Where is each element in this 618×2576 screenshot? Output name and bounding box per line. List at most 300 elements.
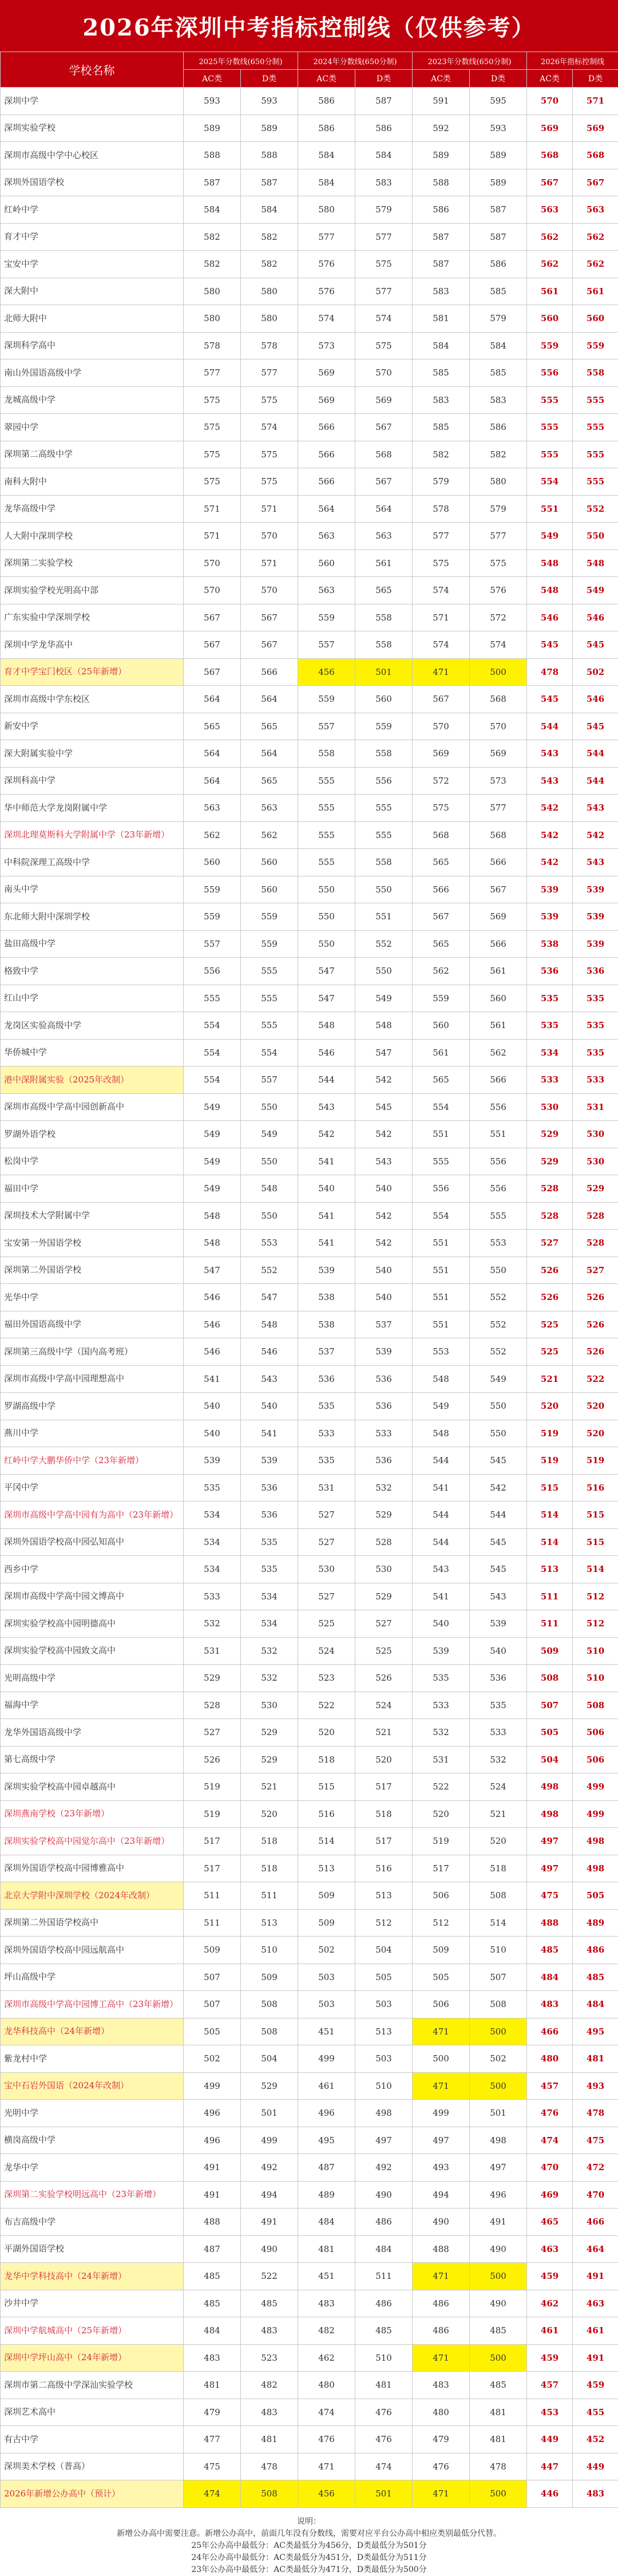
score-cell: 584 — [355, 142, 413, 169]
control-line-cell: 484 — [527, 1963, 573, 1991]
control-line-cell: 462 — [527, 2290, 573, 2317]
score-cell: 508 — [241, 2018, 298, 2045]
control-line-cell: 539 — [573, 903, 618, 931]
score-cell: 471 — [413, 658, 470, 686]
score-cell: 540 — [355, 1284, 413, 1311]
score-cell: 582 — [241, 251, 298, 278]
score-cell: 487 — [298, 2154, 355, 2182]
score-cell: 511 — [241, 1882, 298, 1910]
score-cell: 534 — [241, 1583, 298, 1610]
score-cell: 508 — [241, 1991, 298, 2018]
control-line-cell: 570 — [527, 88, 573, 115]
score-cell: 548 — [298, 1012, 355, 1040]
score-cell: 538 — [298, 1311, 355, 1338]
table-row — [1, 2317, 618, 2345]
score-cell: 546 — [184, 1338, 241, 1366]
score-cell: 505 — [184, 2018, 241, 2045]
table-row — [1, 1230, 618, 1257]
score-cell: 476 — [355, 2399, 413, 2426]
school-name-cell: 深圳实验学校高中园致文高中 — [1, 1637, 184, 1665]
score-cell: 490 — [241, 2235, 298, 2263]
score-cell: 527 — [184, 1719, 241, 1747]
score-cell: 588 — [413, 169, 470, 196]
score-cell: 552 — [355, 930, 413, 958]
score-cell: 527 — [355, 1610, 413, 1638]
control-line-cell: 552 — [573, 495, 618, 523]
score-cell: 517 — [413, 1855, 470, 1882]
score-cell: 550 — [241, 1148, 298, 1175]
table-row — [1, 223, 618, 251]
table-row — [1, 686, 618, 713]
control-line-cell: 533 — [573, 1066, 618, 1094]
score-cell: 544 — [413, 1528, 470, 1556]
table-row — [1, 1202, 618, 1230]
score-cell: 451 — [298, 2018, 355, 2045]
score-cell: 577 — [355, 278, 413, 305]
table-row — [1, 2399, 618, 2426]
score-cell: 451 — [298, 2263, 355, 2290]
school-name-cell: 华侨城中学 — [1, 1039, 184, 1066]
school-name-cell: 深圳艺术高中 — [1, 2399, 184, 2426]
control-line-cell: 531 — [573, 1093, 618, 1121]
control-line-cell: 514 — [573, 1556, 618, 1583]
score-cell: 583 — [413, 386, 470, 414]
score-cell: 471 — [413, 2480, 470, 2508]
score-cell: 530 — [298, 1556, 355, 1583]
control-line-cell: 533 — [527, 1066, 573, 1094]
control-line-cell: 470 — [573, 2181, 618, 2208]
score-cell: 569 — [355, 386, 413, 414]
score-cell: 541 — [413, 1583, 470, 1610]
score-cell: 587 — [413, 223, 470, 251]
control-line-cell: 535 — [573, 985, 618, 1012]
score-cell: 544 — [298, 1066, 355, 1094]
score-cell: 496 — [470, 2181, 527, 2208]
score-cell: 533 — [298, 1420, 355, 1447]
score-cell: 545 — [355, 1093, 413, 1121]
score-cell: 566 — [470, 1066, 527, 1094]
score-cell: 575 — [184, 441, 241, 468]
table-row — [1, 1610, 618, 1638]
score-cell: 494 — [241, 2181, 298, 2208]
school-name-cell: 深圳美术学校（普高） — [1, 2453, 184, 2480]
control-line-cell: 499 — [573, 1773, 618, 1801]
score-cell: 500 — [470, 2344, 527, 2372]
score-cell: 548 — [241, 1175, 298, 1203]
score-cell: 481 — [184, 2372, 241, 2399]
table-row — [1, 740, 618, 768]
footnote-line: 23年公办高中最低分：AC类最低分为471分，D类最低分为500分 — [0, 2564, 618, 2576]
control-line-cell: 509 — [527, 1637, 573, 1665]
control-line-cell: 498 — [527, 1800, 573, 1828]
score-cell: 534 — [184, 1528, 241, 1556]
table-row — [1, 1338, 618, 1366]
score-cell: 585 — [470, 278, 527, 305]
score-cell: 563 — [184, 795, 241, 822]
score-cell: 545 — [470, 1447, 527, 1475]
table-row — [1, 142, 618, 169]
score-cell: 537 — [355, 1311, 413, 1338]
score-cell: 471 — [413, 2018, 470, 2045]
score-cell: 461 — [298, 2072, 355, 2100]
score-cell: 560 — [355, 686, 413, 713]
score-cell: 577 — [241, 359, 298, 387]
score-cell: 548 — [241, 1311, 298, 1338]
control-line-cell: 561 — [573, 278, 618, 305]
score-cell: 562 — [184, 821, 241, 849]
table-row — [1, 577, 618, 605]
score-cell: 554 — [413, 1202, 470, 1230]
score-cell: 534 — [241, 1610, 298, 1638]
score-cell: 568 — [470, 686, 527, 713]
table-row — [1, 88, 618, 115]
score-cell: 526 — [355, 1665, 413, 1692]
score-cell: 585 — [413, 359, 470, 387]
control-line-cell: 497 — [527, 1828, 573, 1855]
control-line-cell: 461 — [573, 2317, 618, 2345]
table-row — [1, 1746, 618, 1773]
score-cell: 506 — [413, 1991, 470, 2018]
score-cell: 567 — [184, 658, 241, 686]
score-cell: 585 — [413, 414, 470, 441]
score-cell: 522 — [298, 1692, 355, 1719]
score-cell: 491 — [241, 2208, 298, 2236]
score-cell: 546 — [184, 1284, 241, 1311]
score-cell: 565 — [184, 713, 241, 740]
score-cell: 570 — [413, 713, 470, 740]
score-cell: 514 — [298, 1828, 355, 1855]
column-header-2026-ac: AC类 — [527, 70, 573, 88]
control-line-cell: 538 — [527, 930, 573, 958]
score-cell: 528 — [184, 1692, 241, 1719]
school-name-cell: 广东实验中学深圳学校 — [1, 604, 184, 631]
table-row — [1, 767, 618, 795]
table-row — [1, 332, 618, 359]
table-row — [1, 958, 618, 985]
score-cell: 505 — [413, 1963, 470, 1991]
control-line-cell: 478 — [527, 658, 573, 686]
score-cell: 575 — [413, 795, 470, 822]
control-line-cell: 543 — [573, 795, 618, 822]
score-cell: 549 — [184, 1175, 241, 1203]
footnote-line: 25年公办高中最低分：AC类最低分为456分，D类最低分为501分 — [0, 2540, 618, 2552]
score-cell: 550 — [470, 1257, 527, 1284]
control-line-cell: 511 — [527, 1583, 573, 1610]
score-cell: 474 — [184, 2480, 241, 2508]
control-line-cell: 498 — [527, 1773, 573, 1801]
school-name-cell: 深圳第二高级中学 — [1, 441, 184, 468]
control-line-cell: 485 — [573, 1963, 618, 1991]
score-cell: 529 — [241, 1746, 298, 1773]
score-cell: 547 — [298, 958, 355, 985]
control-line-cell: 528 — [573, 1202, 618, 1230]
score-cell: 587 — [241, 169, 298, 196]
score-cell: 543 — [413, 1556, 470, 1583]
score-cell: 532 — [413, 1719, 470, 1747]
school-name-cell: 深圳外国语学校高中园博雅高中 — [1, 1855, 184, 1882]
control-line-cell: 561 — [527, 278, 573, 305]
score-cell: 542 — [298, 1121, 355, 1148]
score-cell: 500 — [470, 2263, 527, 2290]
score-cell: 559 — [184, 903, 241, 931]
control-line-cell: 544 — [527, 713, 573, 740]
school-name-cell: 深圳中学 — [1, 88, 184, 115]
score-cell: 580 — [298, 196, 355, 224]
score-cell: 514 — [470, 1909, 527, 1937]
table-row — [1, 1012, 618, 1040]
score-cell: 522 — [413, 1773, 470, 1801]
score-cell: 577 — [413, 523, 470, 550]
score-cell: 559 — [298, 686, 355, 713]
score-cell: 560 — [413, 1012, 470, 1040]
control-line-cell: 567 — [573, 169, 618, 196]
score-cell: 552 — [470, 1338, 527, 1366]
score-cell: 589 — [470, 169, 527, 196]
score-cell: 516 — [355, 1855, 413, 1882]
school-name-cell: 深圳实验学校光明高中部 — [1, 577, 184, 605]
score-cell: 490 — [413, 2208, 470, 2236]
control-line-cell: 449 — [527, 2426, 573, 2453]
score-cell: 569 — [470, 903, 527, 931]
score-cell: 557 — [298, 631, 355, 659]
score-cell: 518 — [241, 1828, 298, 1855]
control-line-cell: 555 — [573, 441, 618, 468]
score-cell: 508 — [470, 1991, 527, 2018]
control-line-cell: 474 — [527, 2127, 573, 2154]
score-cell: 499 — [298, 2045, 355, 2073]
score-cell: 552 — [470, 1284, 527, 1311]
table-row — [1, 1175, 618, 1203]
score-cell: 561 — [470, 958, 527, 985]
score-cell: 567 — [413, 686, 470, 713]
score-cell: 485 — [241, 2290, 298, 2317]
school-name-cell: 红岭中学大鹏华侨中学（23年新增） — [1, 1447, 184, 1475]
control-line-cell: 463 — [527, 2235, 573, 2263]
control-line-cell: 542 — [573, 821, 618, 849]
school-name-cell: 福田外国语高级中学 — [1, 1311, 184, 1338]
control-line-cell: 457 — [527, 2072, 573, 2100]
control-line-cell: 546 — [527, 604, 573, 631]
score-cell: 550 — [470, 1393, 527, 1420]
score-cell: 550 — [298, 930, 355, 958]
table-row — [1, 2290, 618, 2317]
score-cell: 570 — [184, 577, 241, 605]
score-cell: 569 — [298, 386, 355, 414]
score-cell: 535 — [241, 1556, 298, 1583]
school-name-cell: 龙华高级中学 — [1, 495, 184, 523]
school-name-cell: 福海中学 — [1, 1692, 184, 1719]
table-row — [1, 2480, 618, 2508]
score-cell: 486 — [355, 2290, 413, 2317]
school-name-cell: 深圳第二实验学校 — [1, 550, 184, 577]
control-line-cell: 514 — [527, 1502, 573, 1529]
control-line-cell: 556 — [527, 359, 573, 387]
score-cell: 541 — [413, 1474, 470, 1502]
control-line-cell: 539 — [527, 876, 573, 903]
score-cell: 575 — [184, 468, 241, 496]
score-cell: 483 — [241, 2317, 298, 2345]
score-cell: 485 — [184, 2290, 241, 2317]
school-name-cell: 紫龙村中学 — [1, 2045, 184, 2073]
score-cell: 539 — [413, 1637, 470, 1665]
score-cell: 547 — [355, 1039, 413, 1066]
control-line-cell: 554 — [527, 468, 573, 496]
table-row — [1, 1528, 618, 1556]
score-cell: 501 — [355, 2480, 413, 2508]
score-cell: 587 — [470, 223, 527, 251]
score-cell: 575 — [241, 441, 298, 468]
score-cell: 471 — [413, 2344, 470, 2372]
control-line-cell: 459 — [573, 2372, 618, 2399]
school-name-cell: 深圳实验学校高中园卓越高中 — [1, 1773, 184, 1801]
score-cell: 533 — [184, 1583, 241, 1610]
table-row — [1, 1963, 618, 1991]
score-cell: 570 — [184, 550, 241, 577]
control-line-cell: 491 — [573, 2263, 618, 2290]
score-cell: 533 — [413, 1692, 470, 1719]
control-line-cell: 569 — [527, 114, 573, 142]
control-line-cell: 567 — [527, 169, 573, 196]
control-line-cell: 550 — [573, 523, 618, 550]
school-name-cell: 深圳市高级中学高中园有为高中（23年新增） — [1, 1502, 184, 1529]
control-line-cell: 549 — [573, 577, 618, 605]
score-cell: 536 — [241, 1502, 298, 1529]
score-cell: 536 — [241, 1474, 298, 1502]
control-line-cell: 539 — [573, 930, 618, 958]
control-line-cell: 526 — [573, 1338, 618, 1366]
score-cell: 456 — [298, 2480, 355, 2508]
table-row — [1, 2127, 618, 2154]
score-cell: 492 — [241, 2154, 298, 2182]
control-line-cell: 562 — [573, 223, 618, 251]
table-row — [1, 550, 618, 577]
control-line-cell: 555 — [573, 386, 618, 414]
score-cell: 471 — [298, 2453, 355, 2480]
score-cell: 527 — [298, 1528, 355, 1556]
score-cell: 561 — [413, 1039, 470, 1066]
score-cell: 563 — [298, 523, 355, 550]
control-line-cell: 526 — [573, 1311, 618, 1338]
score-cell: 580 — [184, 305, 241, 333]
score-cell: 563 — [298, 577, 355, 605]
control-line-cell: 526 — [573, 1284, 618, 1311]
score-cell: 524 — [298, 1637, 355, 1665]
score-cell: 482 — [298, 2317, 355, 2345]
control-line-cell: 449 — [573, 2453, 618, 2480]
score-cell: 555 — [470, 1202, 527, 1230]
score-cell: 548 — [413, 1420, 470, 1447]
score-cell: 507 — [184, 1963, 241, 1991]
control-line-cell: 568 — [527, 142, 573, 169]
score-cell: 576 — [298, 278, 355, 305]
score-cell: 556 — [470, 1093, 527, 1121]
score-cell: 586 — [298, 114, 355, 142]
table-row — [1, 2235, 618, 2263]
control-line-cell: 522 — [573, 1365, 618, 1393]
control-line-cell: 452 — [573, 2426, 618, 2453]
control-line-cell: 535 — [573, 1012, 618, 1040]
score-cell: 565 — [241, 767, 298, 795]
score-cell: 578 — [184, 332, 241, 359]
school-name-cell: 深圳市第二高级中学深汕实验学校 — [1, 2372, 184, 2399]
table-row — [1, 930, 618, 958]
school-name-cell: 北京大学附中深圳学校（2024年改制） — [1, 1882, 184, 1910]
score-cell: 483 — [298, 2290, 355, 2317]
control-line-cell: 545 — [527, 686, 573, 713]
column-header-2025: 2025年分数线(650分制) — [184, 52, 298, 70]
control-line-cell: 562 — [527, 251, 573, 278]
column-header-2023-d: D类 — [470, 70, 527, 88]
score-cell: 518 — [241, 1855, 298, 1882]
school-name-cell: 红岭中学 — [1, 196, 184, 224]
score-cell: 490 — [355, 2181, 413, 2208]
table-row — [1, 1420, 618, 1447]
control-line-cell: 559 — [527, 332, 573, 359]
score-cell: 485 — [470, 2317, 527, 2345]
score-cell: 503 — [355, 1991, 413, 2018]
score-cell: 566 — [298, 414, 355, 441]
score-cell: 462 — [298, 2344, 355, 2372]
control-line-cell: 486 — [573, 1937, 618, 1964]
score-cell: 523 — [241, 2344, 298, 2372]
school-name-cell: 深圳实验学校高中园明德高中 — [1, 1610, 184, 1638]
table-row — [1, 1855, 618, 1882]
score-cell: 578 — [241, 332, 298, 359]
table-row — [1, 1121, 618, 1148]
score-cell: 566 — [241, 658, 298, 686]
control-line-cell: 508 — [527, 1665, 573, 1692]
score-cell: 574 — [470, 631, 527, 659]
score-cell: 540 — [184, 1393, 241, 1420]
score-cell: 510 — [355, 2344, 413, 2372]
score-cell: 566 — [470, 849, 527, 876]
control-line-cell: 542 — [527, 849, 573, 876]
score-cell: 476 — [413, 2453, 470, 2480]
score-cell: 502 — [184, 2045, 241, 2073]
score-cell: 587 — [355, 88, 413, 115]
school-name-cell: 罗湖高级中学 — [1, 1393, 184, 1420]
score-cell: 540 — [470, 1637, 527, 1665]
score-cell: 551 — [413, 1257, 470, 1284]
score-cell: 534 — [184, 1556, 241, 1583]
control-line-cell: 543 — [573, 849, 618, 876]
score-cell: 477 — [184, 2426, 241, 2453]
score-cell: 535 — [298, 1393, 355, 1420]
table-row — [1, 821, 618, 849]
control-line-cell: 548 — [573, 550, 618, 577]
score-cell: 589 — [413, 142, 470, 169]
score-cell: 494 — [413, 2181, 470, 2208]
table-row — [1, 1637, 618, 1665]
score-cell: 475 — [184, 2453, 241, 2480]
score-cell: 525 — [298, 1610, 355, 1638]
score-cell: 555 — [355, 795, 413, 822]
score-cell: 575 — [413, 550, 470, 577]
control-line-cell: 562 — [573, 251, 618, 278]
score-cell: 574 — [355, 305, 413, 333]
score-cell: 559 — [241, 930, 298, 958]
score-cell: 562 — [241, 821, 298, 849]
table-row — [1, 359, 618, 387]
table-row — [1, 251, 618, 278]
control-line-cell: 562 — [527, 223, 573, 251]
score-cell: 495 — [298, 2127, 355, 2154]
school-name-cell: 南头中学 — [1, 876, 184, 903]
control-line-cell: 529 — [527, 1121, 573, 1148]
score-cell: 479 — [184, 2399, 241, 2426]
score-cell: 583 — [413, 278, 470, 305]
score-cell: 481 — [470, 2426, 527, 2453]
